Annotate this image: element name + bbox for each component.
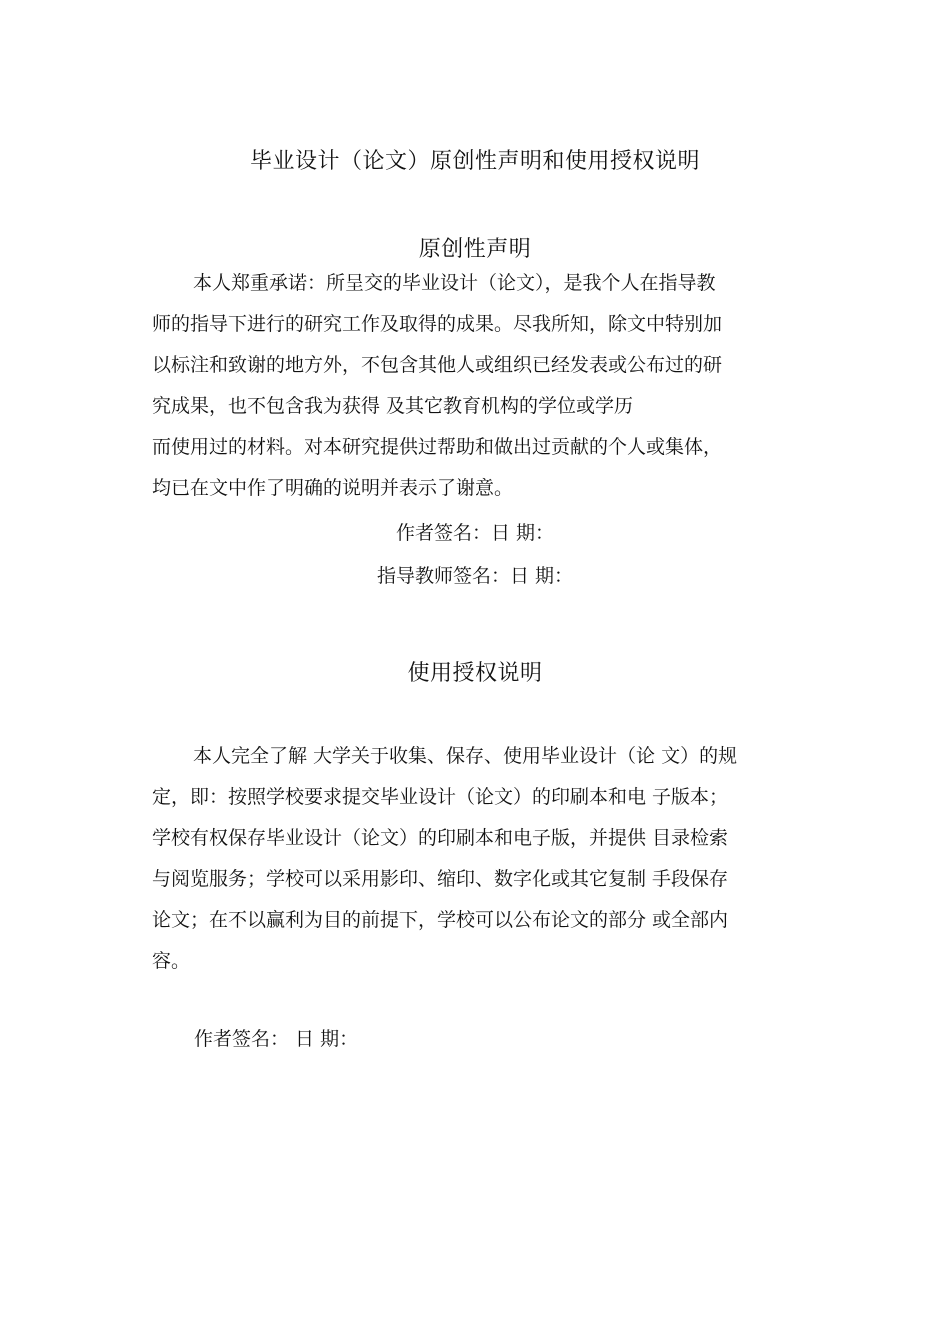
originality-statement [152,263,800,509]
document-title: 毕业设计（论文）原创性声明和使用授权说明 [249,149,700,174]
authorization-statement [152,736,800,982]
paragraph-line: 与阅览服务；学校可以采用影印、缩印、数字化或其它复制 手段保存 [152,868,729,890]
paragraph-line: 以标注和致谢的地方外，不包含其他人或组织已经发表或公布过的研 [152,354,723,376]
paragraph-line: 本人完全了解 大学关于收集、保存、使用毕业设计（论 文）的规 [193,745,738,767]
authorization-author-signature-line: 作者签名： 日 期： [194,1028,359,1050]
paragraph-line: 而使用过的材料。对本研究提供过帮助和做出过贡献的个人或集体， [152,436,723,458]
advisor-signature-line: 指导教师签名：日 期： [376,565,574,587]
paragraph-line: 容。 [152,950,191,972]
author-signature-line: 作者签名：日 期： [395,522,555,544]
paragraph-line: 论文；在不以赢利为目的前提下，学校可以公布论文的部分 或全部内 [152,909,729,931]
originality-heading: 原创性声明 [418,237,532,262]
paragraph-line: 究成果，也不包含我为获得 及其它教育机构的学位或学历 [152,395,634,417]
authorization-heading: 使用授权说明 [407,661,543,686]
paragraph-line: 师的指导下进行的研究工作及取得的成果。尽我所知，除文中特别加 [152,313,723,335]
paragraph-line: 均已在文中作了明确的说明并表示了谢意。 [152,477,514,499]
paragraph-line: 学校有权保存毕业设计（论文）的印刷本和电子版，并提供 目录检索 [152,827,729,849]
paragraph-line: 定，即：按照学校要求提交毕业设计（论文）的印刷本和电 子版本； [152,786,729,808]
paragraph-line: 本人郑重承诺：所呈交的毕业设计（论文），是我个人在指导教 [193,272,716,294]
